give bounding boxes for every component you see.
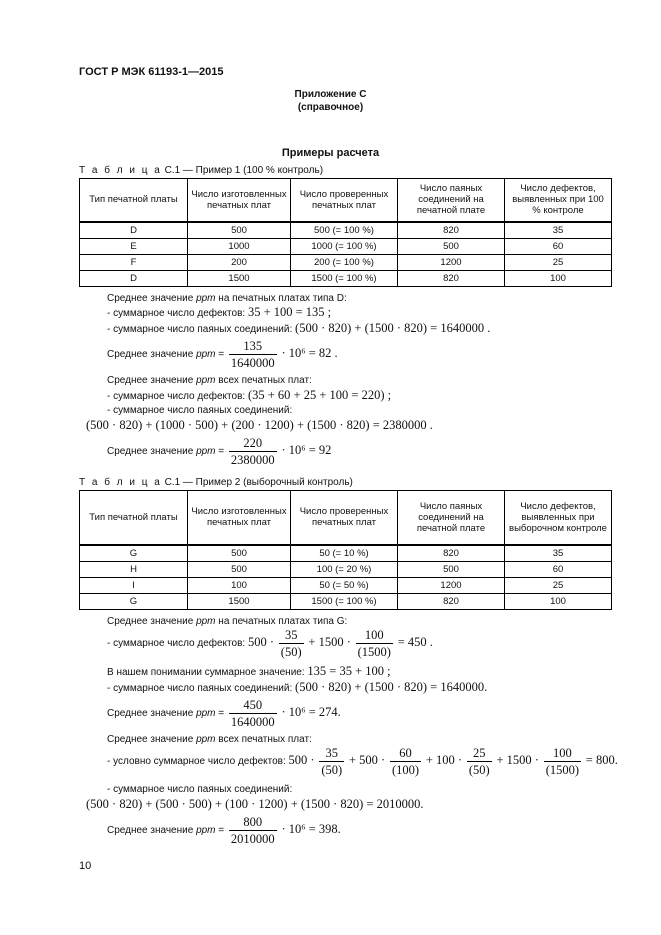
ppm-label: ppm: [196, 708, 216, 720]
table2-caption-text: С.1 — Пример 2 (выборочный контроль): [164, 477, 353, 488]
formula: · 10⁶ = 82 .: [281, 346, 338, 361]
numerator: 25: [467, 746, 492, 762]
table-cell: 1500: [188, 270, 291, 286]
table-cell: 100: [188, 577, 291, 593]
text: - условно суммарное число дефектов:: [107, 756, 289, 768]
text: Среднее значение: [107, 293, 197, 304]
text: всех печатных плат:: [215, 734, 312, 745]
table-cell: 35: [505, 545, 612, 562]
document-header: ГОСТ Р МЭК 61193-1—2015: [79, 66, 224, 78]
annex-subtitle: (справочное): [297, 102, 364, 113]
page-number: 10: [79, 860, 92, 872]
table1-header-cell: Тип печатной платы: [80, 179, 188, 222]
ex2-line-9: [86, 797, 424, 812]
text: Среднее значение: [107, 446, 197, 458]
ex1-line-6: [107, 388, 391, 403]
table2-header-row: [80, 491, 612, 545]
text: Среднее значение: [107, 616, 197, 627]
text: =: [215, 349, 227, 361]
table-cell: 25: [505, 254, 612, 270]
ex2-line-10: [107, 815, 341, 846]
denominator: 1640000: [230, 356, 275, 370]
table-row: [80, 222, 612, 239]
ex1-line-1: [107, 293, 347, 304]
ppm-label: ppm: [196, 446, 216, 458]
table1-header-cell: Число паяных соединений на печатной плате: [398, 179, 505, 222]
table-row: [80, 254, 612, 270]
formula: = 450 .: [397, 635, 433, 650]
denominator: 2380000: [230, 453, 275, 467]
table2-caption-prefix: Т а б л и ц а: [79, 477, 162, 488]
formula: 135 = 35 + 100 ;: [307, 664, 391, 678]
ppm-label: ppm: [196, 375, 216, 386]
text: - суммарное число паяных соединений:: [107, 324, 296, 335]
formula: 35 + 100 = 135 ;: [247, 305, 332, 319]
text: Среднее значение: [107, 825, 197, 837]
text: В нашем понимании суммарное значение:: [107, 667, 308, 678]
table2-header-cell: Число паяных соединений на печатной плате: [398, 491, 505, 545]
numerator: 800: [229, 815, 277, 831]
numerator: 60: [390, 746, 421, 762]
text: Среднее значение: [107, 734, 197, 745]
denominator: 2010000: [230, 832, 275, 846]
ex2-line-7: [107, 746, 618, 777]
text: =: [215, 446, 227, 458]
formula: = 800.: [585, 753, 618, 768]
table-row: [80, 577, 612, 593]
table-cell: 35: [505, 222, 612, 239]
table-cell: 500: [188, 545, 291, 562]
text: - суммарное число дефектов:: [107, 638, 248, 650]
ex1-line-2: [107, 305, 331, 320]
fraction: [229, 339, 277, 370]
formula: (500 · 820) + (500 · 500) + (100 · 1200) + (1500 · 820) = 2010000.: [86, 797, 424, 811]
ex1-line-9: [107, 436, 331, 467]
text: на печатных платах типа G:: [215, 616, 348, 627]
formula: + 1500 ·: [496, 753, 539, 768]
numerator: 100: [356, 628, 393, 644]
formula: + 100 ·: [425, 753, 463, 768]
table2-header-cell: Тип печатной платы: [80, 491, 188, 545]
table1-header-cell: Число проверенных печатных плат: [291, 179, 398, 222]
formula: (500 · 820) + (1500 · 820) = 1640000.: [295, 680, 488, 694]
ex1-line-8: [86, 418, 433, 433]
fraction: [319, 746, 344, 777]
table-cell: 500: [188, 222, 291, 239]
fraction: [356, 628, 393, 659]
table-cell: 1200: [398, 577, 505, 593]
table2-header-cell: Число дефектов, выявленных при выборочном контроле: [505, 491, 612, 545]
table-cell: H: [80, 561, 188, 577]
formula: · 10⁶ = 398.: [281, 822, 341, 837]
table-cell: 820: [398, 222, 505, 239]
text: - суммарное число дефектов:: [107, 308, 248, 319]
table1-header-cell: Число изготовленных печатных плат: [188, 179, 291, 222]
numerator: 35: [279, 628, 304, 644]
ppm-label: ppm: [196, 734, 216, 745]
ex2-line-8: - суммарное число паяных соединений:: [107, 784, 293, 795]
numerator: 35: [319, 746, 344, 762]
table-cell: D: [80, 270, 188, 286]
text: =: [215, 825, 227, 837]
table-cell: G: [80, 593, 188, 609]
denominator: (50): [280, 645, 302, 659]
fraction: [467, 746, 492, 777]
table1-caption-text: С.1 — Пример 1 (100 % контроль): [164, 165, 324, 176]
formula: · 10⁶ = 274.: [281, 705, 341, 720]
table2-header-cell: Число изготовленных печатных плат: [188, 491, 291, 545]
table-cell: I: [80, 577, 188, 593]
table-cell: 1200: [398, 254, 505, 270]
numerator: 450: [229, 698, 277, 714]
ex1-line-7: - суммарное число паяных соединений:: [107, 405, 293, 416]
table2-header-cell: Число проверенных печатных плат: [291, 491, 398, 545]
table-cell: 60: [505, 561, 612, 577]
fraction: [229, 698, 277, 729]
ex2-line-3: [107, 664, 391, 679]
fraction: [390, 746, 421, 777]
table-cell: E: [80, 238, 188, 254]
denominator: (50): [321, 763, 343, 777]
ex1-line-4: [107, 339, 338, 370]
table-cell: 820: [398, 593, 505, 609]
ex1-line-3: [107, 321, 490, 336]
table-cell: D: [80, 222, 188, 239]
table-row: [80, 545, 612, 562]
text: - суммарное число паяных соединений:: [107, 683, 296, 694]
table-cell: 60: [505, 238, 612, 254]
table-cell: 1000: [188, 238, 291, 254]
ppm-label: ppm: [196, 616, 216, 627]
ex2-line-1: [107, 616, 347, 627]
table-cell: 200 (= 100 %): [291, 254, 398, 270]
ex2-line-4: [107, 680, 487, 695]
fraction: [229, 815, 277, 846]
table-cell: 25: [505, 577, 612, 593]
table-row: [80, 238, 612, 254]
ppm-label: ppm: [196, 293, 216, 304]
table1-caption: [79, 165, 323, 176]
ex2-line-2: [107, 628, 433, 659]
ex2-line-5: [107, 698, 341, 729]
table1-header-row: [80, 179, 612, 222]
table-cell: G: [80, 545, 188, 562]
ppm-label: ppm: [196, 825, 216, 837]
table2-caption: [79, 477, 353, 488]
numerator: 100: [544, 746, 581, 762]
table1: [79, 178, 612, 287]
text: =: [215, 708, 227, 720]
table-cell: 1500 (= 100 %): [291, 593, 398, 609]
denominator: (100): [391, 763, 420, 777]
section-title: Примеры расчета: [281, 147, 380, 159]
formula: (500 · 820) + (1500 · 820) = 1640000 .: [295, 321, 491, 335]
denominator: (1500): [357, 645, 391, 659]
text: всех печатных плат:: [215, 375, 312, 386]
denominator: (1500): [545, 763, 580, 777]
formula: (500 · 820) + (1000 · 500) + (200 · 1200) + (1500 · 820) = 2380000 .: [86, 418, 433, 432]
table-cell: 200: [188, 254, 291, 270]
table2: [79, 490, 612, 610]
formula: 500 ·: [288, 753, 315, 768]
table-cell: 500 (= 100 %): [291, 222, 398, 239]
fraction: [279, 628, 304, 659]
table-cell: 50 (= 10 %): [291, 545, 398, 562]
fraction: [229, 436, 277, 467]
formula: · 10⁶ = 92: [281, 443, 332, 458]
text: Среднее значение: [107, 708, 197, 720]
table1-caption-prefix: Т а б л и ц а: [79, 165, 162, 176]
fraction: [544, 746, 581, 777]
table-cell: 100: [505, 593, 612, 609]
formula: + 500 ·: [348, 753, 386, 768]
table-cell: 100: [505, 270, 612, 286]
denominator: 1640000: [230, 715, 275, 729]
table1-header-cell: Число дефектов, выявленных при 100 % контроле: [505, 179, 612, 222]
table-row: [80, 561, 612, 577]
formula: 500 ·: [247, 635, 274, 650]
table-row: [80, 593, 612, 609]
table-cell: 500: [398, 561, 505, 577]
denominator: (50): [468, 763, 490, 777]
table-cell: 820: [398, 545, 505, 562]
annex-title: Приложение С: [294, 89, 367, 100]
table-cell: 1500: [188, 593, 291, 609]
ppm-label: ppm: [196, 349, 216, 361]
table-cell: 1500 (= 100 %): [291, 270, 398, 286]
numerator: 135: [229, 339, 277, 355]
text: - суммарное число дефектов:: [107, 391, 248, 402]
formula: + 1500 ·: [308, 635, 351, 650]
text: на печатных платах типа D:: [215, 293, 347, 304]
table-cell: 500: [398, 238, 505, 254]
formula: (35 + 60 + 25 + 100 = 220) ;: [247, 388, 392, 402]
table-cell: 50 (= 50 %): [291, 577, 398, 593]
table-cell: 100 (= 20 %): [291, 561, 398, 577]
ex2-line-6: [107, 734, 312, 745]
table-cell: 820: [398, 270, 505, 286]
table-cell: 1000 (= 100 %): [291, 238, 398, 254]
text: Среднее значение: [107, 375, 197, 386]
numerator: 220: [229, 436, 277, 452]
table-row: [80, 270, 612, 286]
ex1-line-5: [107, 375, 312, 386]
table-cell: F: [80, 254, 188, 270]
table-cell: 500: [188, 561, 291, 577]
text: Среднее значение: [107, 349, 197, 361]
